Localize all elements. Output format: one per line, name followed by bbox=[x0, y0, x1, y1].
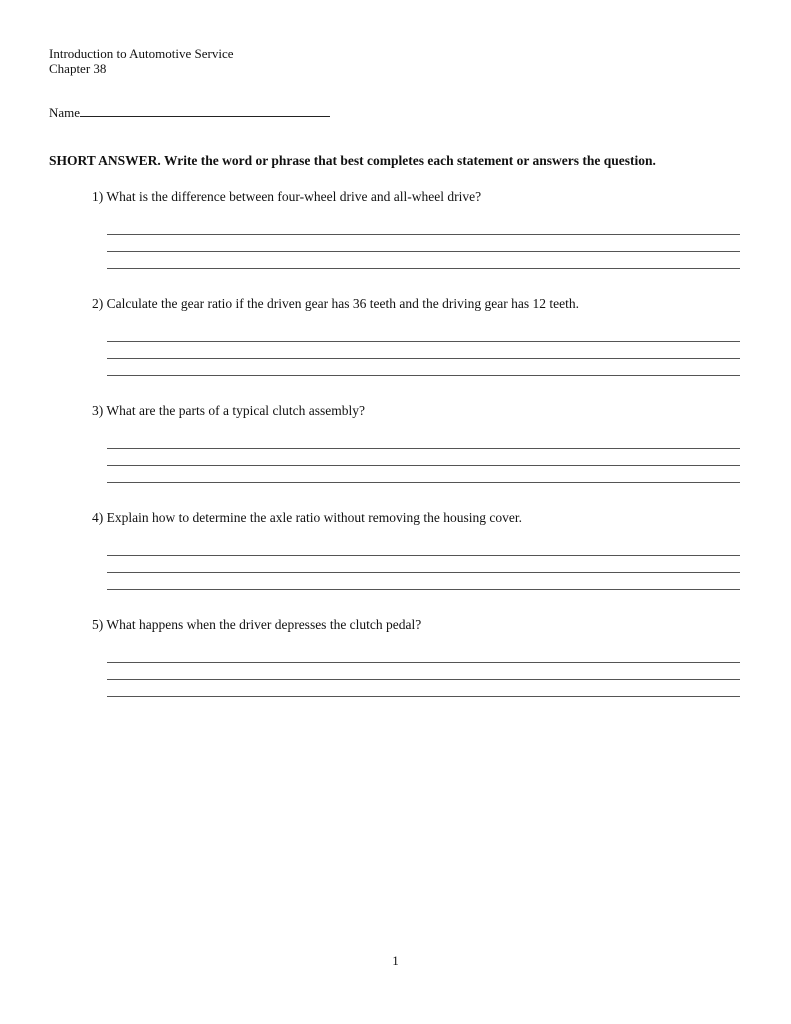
answer-line bbox=[107, 252, 740, 269]
question-body: What happens when the driver depresses the clutch pedal? bbox=[106, 616, 422, 632]
name-label: Name bbox=[49, 104, 81, 120]
question-block bbox=[92, 510, 741, 590]
chapter-label: Chapter 38 bbox=[49, 60, 107, 76]
section-instructions: SHORT ANSWER. Write the word or phrase that best completes each statement or answers the question. bbox=[49, 152, 656, 168]
question-block bbox=[92, 403, 741, 483]
answer-line bbox=[107, 325, 740, 342]
questions-list bbox=[49, 189, 741, 697]
course-title: Introduction to Automotive Service bbox=[49, 46, 234, 61]
answer-line bbox=[107, 646, 740, 663]
question-body: What are the parts of a typical clutch assembly? bbox=[106, 402, 366, 418]
answer-line bbox=[107, 573, 740, 590]
answer-line bbox=[107, 556, 740, 573]
answer-line bbox=[107, 466, 740, 483]
question-body: Calculate the gear ratio if the driven gear has 36 teeth and the driving gear has 12 teeth. bbox=[106, 295, 579, 311]
name-blank-line bbox=[80, 103, 330, 117]
answer-line bbox=[107, 449, 740, 466]
answer-lines bbox=[107, 539, 740, 590]
question-block bbox=[92, 296, 741, 376]
document-header bbox=[49, 47, 741, 77]
answer-lines bbox=[107, 325, 740, 376]
question-number: 1) bbox=[92, 188, 104, 204]
answer-line bbox=[107, 432, 740, 449]
question-number: 4) bbox=[92, 509, 104, 525]
question-block bbox=[92, 617, 741, 697]
answer-line bbox=[107, 342, 740, 359]
question-text bbox=[92, 296, 741, 312]
question-text bbox=[92, 617, 741, 633]
answer-line bbox=[107, 235, 740, 252]
answer-line bbox=[107, 680, 740, 697]
answer-line bbox=[107, 663, 740, 680]
answer-lines bbox=[107, 218, 740, 269]
question-number: 5) bbox=[92, 616, 104, 632]
question-text bbox=[92, 189, 741, 205]
name-row bbox=[49, 103, 741, 121]
question-number: 3) bbox=[92, 402, 104, 418]
answer-line bbox=[107, 359, 740, 376]
question-number: 2) bbox=[92, 295, 104, 311]
question-body: What is the difference between four-wheel drive and all-wheel drive? bbox=[106, 188, 482, 204]
question-body: Explain how to determine the axle ratio without removing the housing cover. bbox=[106, 509, 523, 525]
question-text bbox=[92, 403, 741, 419]
answer-lines bbox=[107, 432, 740, 483]
question-block bbox=[92, 189, 741, 269]
question-text bbox=[92, 510, 741, 526]
answer-lines bbox=[107, 646, 740, 697]
answer-line bbox=[107, 218, 740, 235]
page-number: 1 bbox=[392, 953, 399, 968]
answer-line bbox=[107, 539, 740, 556]
